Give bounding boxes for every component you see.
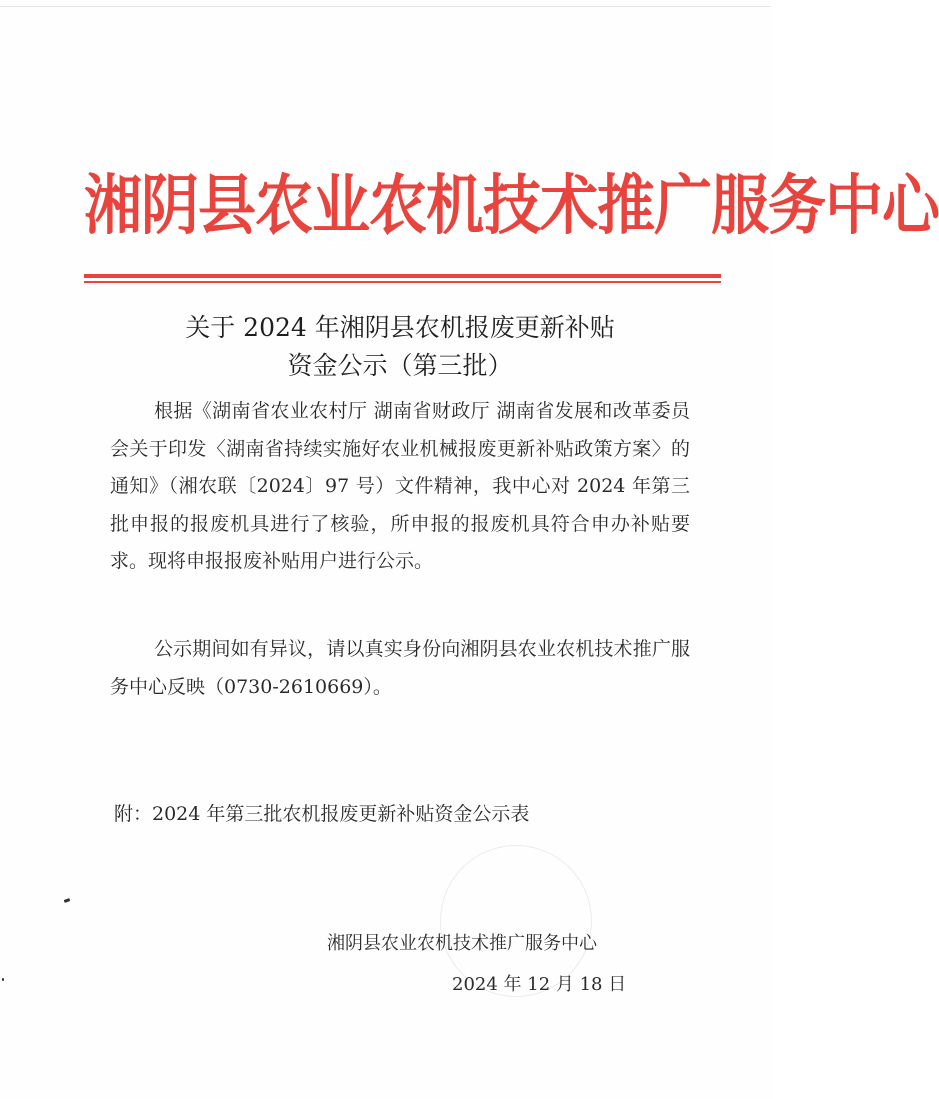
letterhead-thick-rule <box>84 274 721 278</box>
letterhead-thin-rule <box>84 281 721 283</box>
attachment-note: 附：2024 年第三批农机报废更新补贴资金公示表 <box>114 803 530 825</box>
body-paragraph-1: 根据《湖南省农业农村厅 湖南省财政厅 湖南省发展和改革委员会关于印发〈湖南省持续实施好农业机械报废更新补贴政策方案〉的通知》（湘农联〔2024〕97 号）文件精神，我中心对 2024 年第三批申报的报废机具进行了核验，所申报的报废机具符合申办补贴要求。现将申报报废补贴用户进行公示。 <box>110 400 690 572</box>
body-paragraph-2: 公示期间如有异议，请以真实身份向湘阴县农业农机技术推广服务中心反映（0730-2610669）。 <box>110 638 690 698</box>
document-title-line-2: 资金公示（第三批） <box>287 351 513 380</box>
signature-organization: 湘阴县农业农机技术推广服务中心 <box>327 933 597 954</box>
document-title-line-1: 关于 2024 年湘阴县农机报废更新补贴 <box>185 313 615 342</box>
scan-speck <box>2 978 4 981</box>
scan-edge-line <box>0 6 771 7</box>
letterhead-title: 湘阴县农业农机技术推广服务中心 <box>84 166 939 244</box>
signature-date: 2024 年 12 月 18 日 <box>452 974 627 995</box>
scan-speck <box>64 898 71 903</box>
